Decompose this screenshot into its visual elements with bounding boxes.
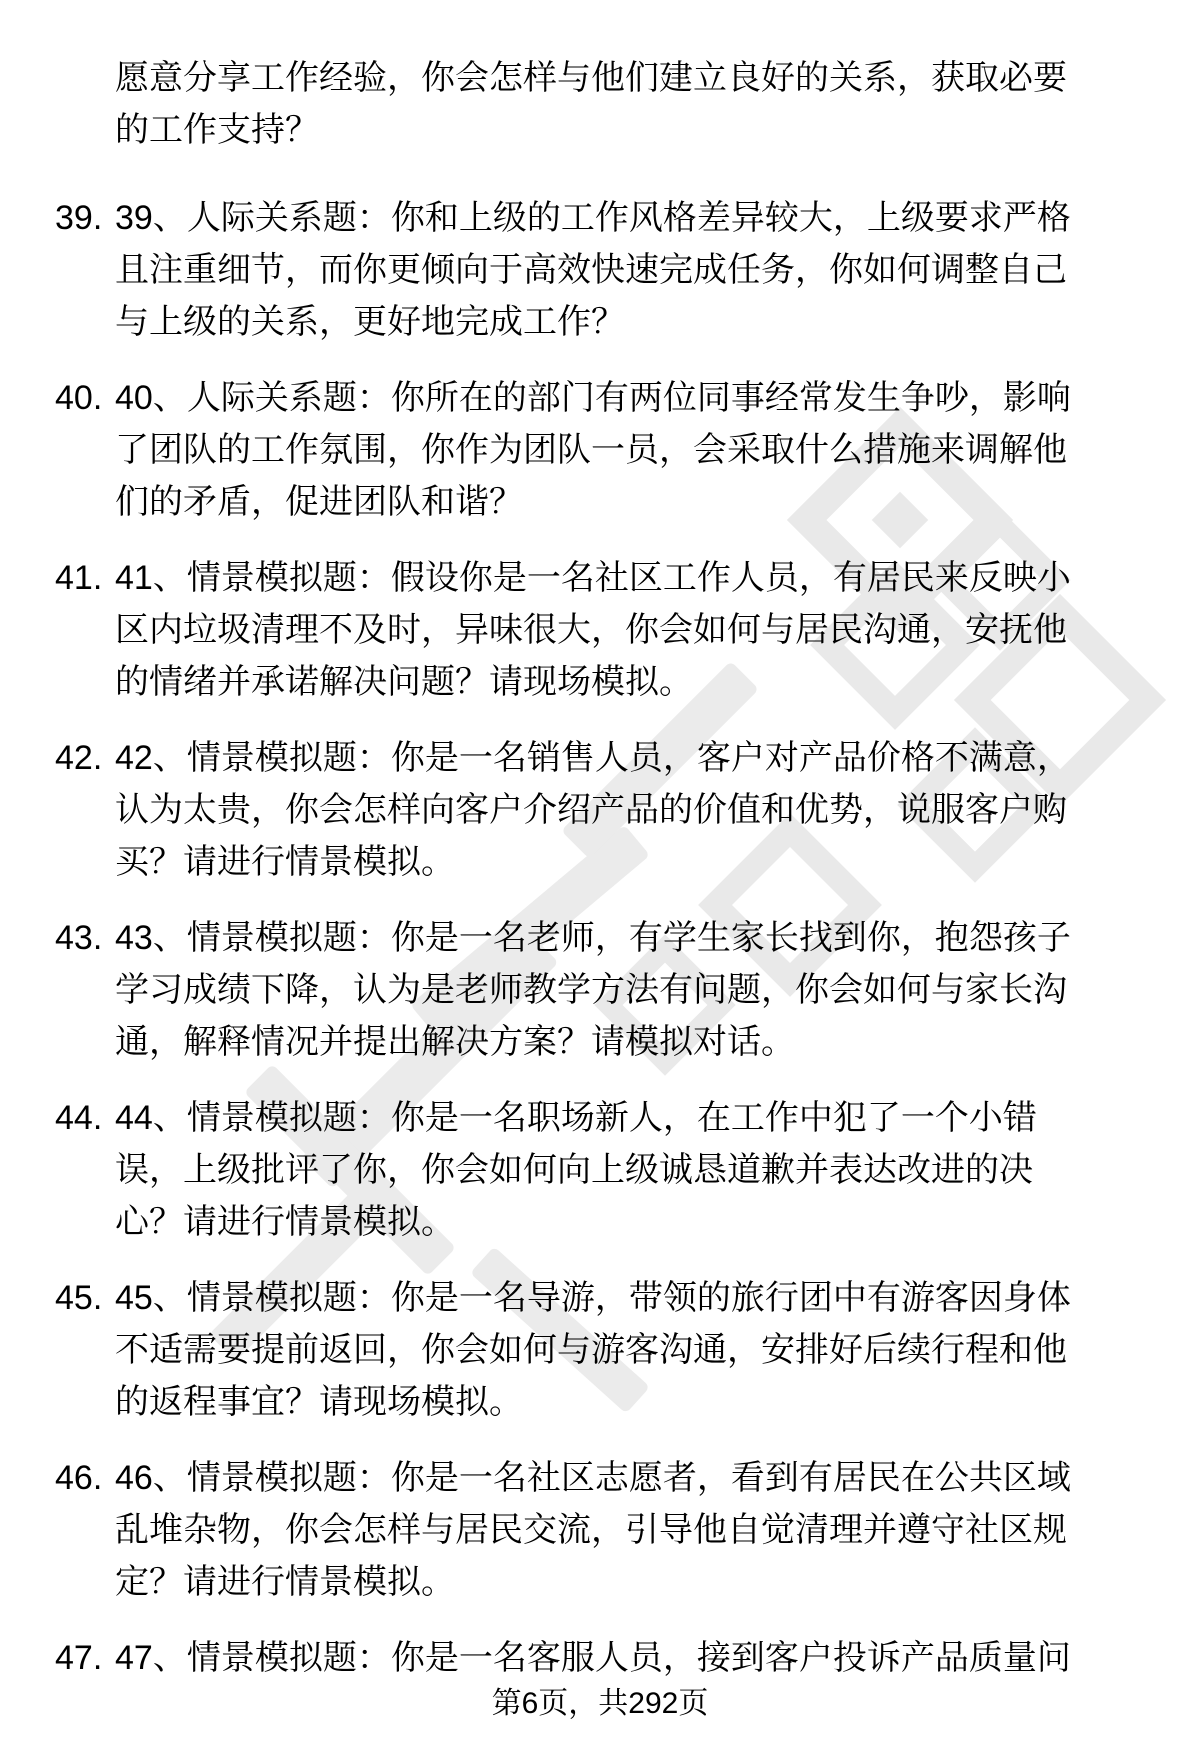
question-text-line: 44、情景模拟题：你是一名职场新人，在工作中犯了一个小错 bbox=[115, 1099, 1037, 1137]
question-number: 47. bbox=[55, 1639, 103, 1677]
question-list bbox=[55, 52, 1095, 1684]
question-text-line: 41、情景模拟题：假设你是一名社区工作人员，有居民来反映小 bbox=[115, 559, 1071, 597]
question-text-line: 区内垃圾清理不及时，异味很大，你会如何与居民沟通，安抚他 bbox=[115, 611, 1067, 649]
question-text-line: 的返程事宜？请现场模拟。 bbox=[115, 1383, 523, 1421]
question-text-line: 47、情景模拟题：你是一名客服人员，接到客户投诉产品质量问 bbox=[115, 1639, 1071, 1677]
question-number: 45. bbox=[55, 1279, 103, 1317]
question-text-line: 愿意分享工作经验，你会怎样与他们建立良好的关系，获取必要 bbox=[115, 59, 1067, 97]
question-number: 40. bbox=[55, 379, 103, 417]
question-text-line: 买？请进行情景模拟。 bbox=[115, 843, 455, 881]
question-item-46 bbox=[55, 1452, 1095, 1608]
question-item-45 bbox=[55, 1272, 1095, 1428]
question-text-line: 42、情景模拟题：你是一名销售人员，客户对产品价格不满意， bbox=[115, 739, 1071, 777]
question-text-line: 的工作支持？ bbox=[115, 111, 319, 149]
question-text-line: 与上级的关系，更好地完成工作？ bbox=[115, 303, 625, 341]
page-footer: 第6页，共292页 bbox=[491, 1687, 709, 1720]
question-text-line: 40、人际关系题：你所在的部门有两位同事经常发生争吵，影响 bbox=[115, 379, 1071, 417]
question-number: 39. bbox=[55, 199, 103, 237]
question-item-40 bbox=[55, 372, 1095, 528]
question-number: 42. bbox=[55, 739, 103, 777]
question-number: 44. bbox=[55, 1099, 103, 1137]
question-text-line: 不适需要提前返回，你会如何与游客沟通，安排好后续行程和他 bbox=[115, 1331, 1067, 1369]
question-item-43 bbox=[55, 912, 1095, 1068]
question-text-line: 43、情景模拟题：你是一名老师，有学生家长找到你，抱怨孩子 bbox=[115, 919, 1071, 957]
question-text-line: 45、情景模拟题：你是一名导游，带领的旅行团中有游客因身体 bbox=[115, 1279, 1071, 1317]
question-text-line: 定？请进行情景模拟。 bbox=[115, 1563, 455, 1601]
question-text-line: 46、情景模拟题：你是一名社区志愿者，看到有居民在公共区域 bbox=[115, 1459, 1071, 1497]
question-number: 46. bbox=[55, 1459, 103, 1497]
question-item-44 bbox=[55, 1092, 1095, 1248]
question-item-47 bbox=[55, 1632, 1095, 1684]
question-text-line: 39、人际关系题：你和上级的工作风格差异较大，上级要求严格 bbox=[115, 199, 1071, 237]
question-text-line: 认为太贵，你会怎样向客户介绍产品的价值和优势，说服客户购 bbox=[115, 791, 1067, 829]
question-text-line: 且注重细节，而你更倾向于高效快速完成任务，你如何调整自己 bbox=[115, 251, 1067, 289]
question-text-line: 心？请进行情景模拟。 bbox=[115, 1203, 455, 1241]
question-item-41 bbox=[55, 552, 1095, 708]
continuation-paragraph bbox=[115, 52, 1095, 156]
question-text-line: 通，解释情况并提出解决方案？请模拟对话。 bbox=[115, 1023, 795, 1061]
question-text-line: 们的矛盾，促进团队和谐？ bbox=[115, 483, 523, 521]
question-item-42 bbox=[55, 732, 1095, 888]
question-number: 43. bbox=[55, 919, 103, 957]
question-text-line: 学习成绩下降，认为是老师教学方法有问题，你会如何与家长沟 bbox=[115, 971, 1067, 1009]
question-text-line: 误，上级批评了你，你会如何向上级诚恳道歉并表达改进的决 bbox=[115, 1151, 1033, 1189]
question-text-line: 乱堆杂物，你会怎样与居民交流，引导他自觉清理并遵守社区规 bbox=[115, 1511, 1067, 1549]
question-item-39 bbox=[55, 192, 1095, 348]
question-number: 41. bbox=[55, 559, 103, 597]
question-text-line: 了团队的工作氛围，你作为团队一员，会采取什么措施来调解他 bbox=[115, 431, 1067, 469]
question-text-line: 的情绪并承诺解决问题？请现场模拟。 bbox=[115, 663, 693, 701]
